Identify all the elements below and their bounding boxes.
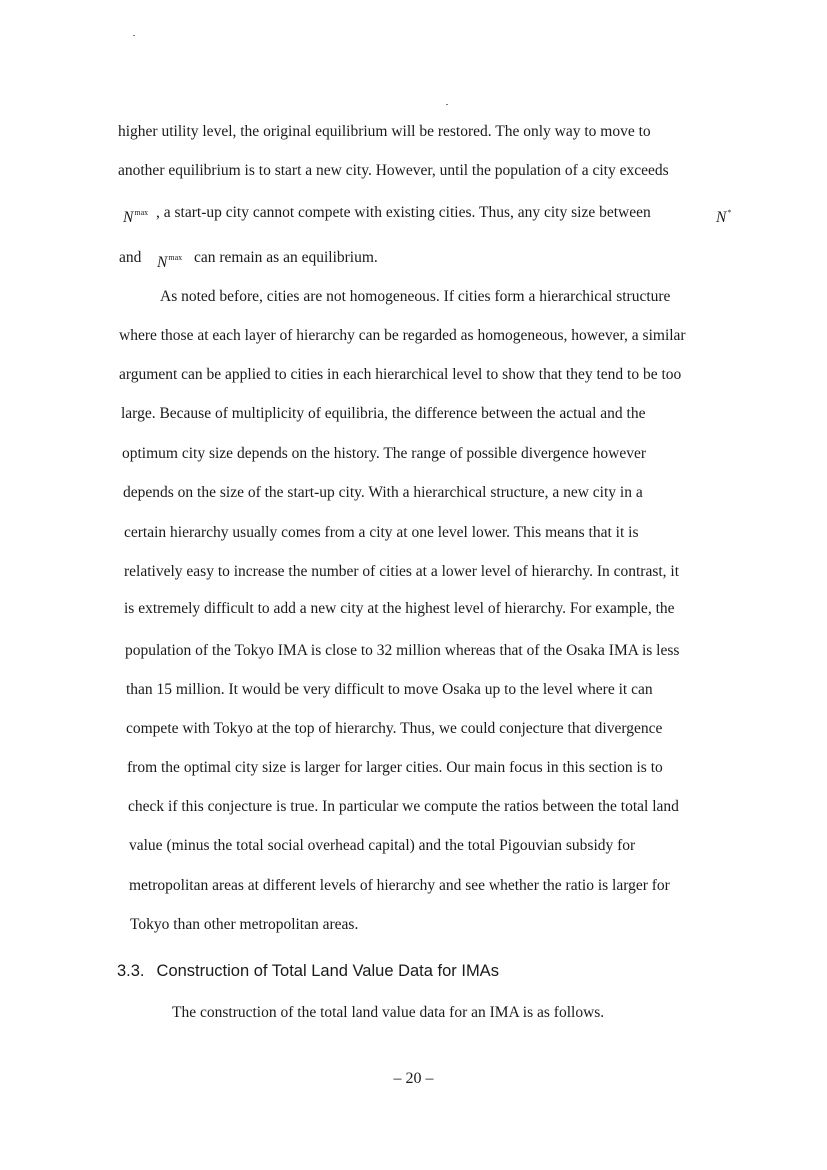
paragraph-text: from the optimal city size is larger for larger cities. Our main focus in this section is to <box>127 759 663 776</box>
paragraph-text: value (minus the total social overhead capital) and the total Pigouvian subsidy for <box>129 837 636 854</box>
math-n-star: N* <box>716 208 732 226</box>
paragraph-text: depends on the size of the start-up city. With a hierarchical structure, a new city in a <box>123 484 643 501</box>
paragraph-text: another equilibrium is to start a new city. However, until the population of a city exceeds <box>118 162 669 179</box>
paragraph-text: compete with Tokyo at the top of hierarchy. Thus, we could conjecture that divergence <box>126 720 663 737</box>
paragraph-text: Tokyo than other metropolitan areas. <box>130 916 359 933</box>
paragraph-text: The construction of the total land value data for an IMA is as follows. <box>172 1004 605 1021</box>
paragraph-text: than 15 million. It would be very difficult to move Osaka up to the level where it can <box>126 681 653 698</box>
paragraph-text: optimum city size depends on the history. The range of possible divergence however <box>122 445 646 462</box>
paragraph-text: As noted before, cities are not homogeneous. If cities form a hierarchical structure <box>160 288 671 305</box>
math-n-max: $N^{max}$ <box>157 253 183 271</box>
paragraph-text: relatively easy to increase the number of cities at a lower level of hierarchy. In contrast, it <box>124 563 680 580</box>
paragraph-text: can remain as an equilibrium. <box>194 249 378 266</box>
paragraph-text: certain hierarchy usually comes from a city at one level lower. This means that it is <box>124 524 639 541</box>
math-n-max: $N^{max}$ <box>123 208 149 226</box>
paragraph-text: , a start-up city cannot compete with existing cities. Thus, any city size between <box>156 204 651 221</box>
paragraph-text: is extremely difficult to add a new city at the highest level of hierarchy. For example, the <box>124 600 675 617</box>
paragraph-text: where those at each layer of hierarchy can be regarded as homogeneous, however, a similar <box>119 327 686 344</box>
section-number: 3.3. <box>117 962 145 980</box>
page-number: – 20 – <box>393 1070 434 1087</box>
scan-speck <box>446 104 448 105</box>
paragraph-text: and <box>119 249 142 266</box>
section-heading <box>117 960 499 982</box>
section-title: Construction of Total Land Value Data for IMAs <box>156 962 499 980</box>
scan-speck <box>133 35 135 36</box>
paragraph-text: higher utility level, the original equilibrium will be restored. The only way to move to <box>118 123 651 140</box>
paragraph-text: large. Because of multiplicity of equilibria, the difference between the actual and the <box>121 405 646 422</box>
paragraph-text: check if this conjecture is true. In particular we compute the ratios between the total land <box>128 798 679 815</box>
paragraph-text: population of the Tokyo IMA is close to 32 million whereas that of the Osaka IMA is less <box>125 642 680 659</box>
paragraph-text: metropolitan areas at different levels of hierarchy and see whether the ratio is larger for <box>129 877 670 894</box>
paragraph-text: argument can be applied to cities in each hierarchical level to show that they tend to be too <box>119 366 682 383</box>
